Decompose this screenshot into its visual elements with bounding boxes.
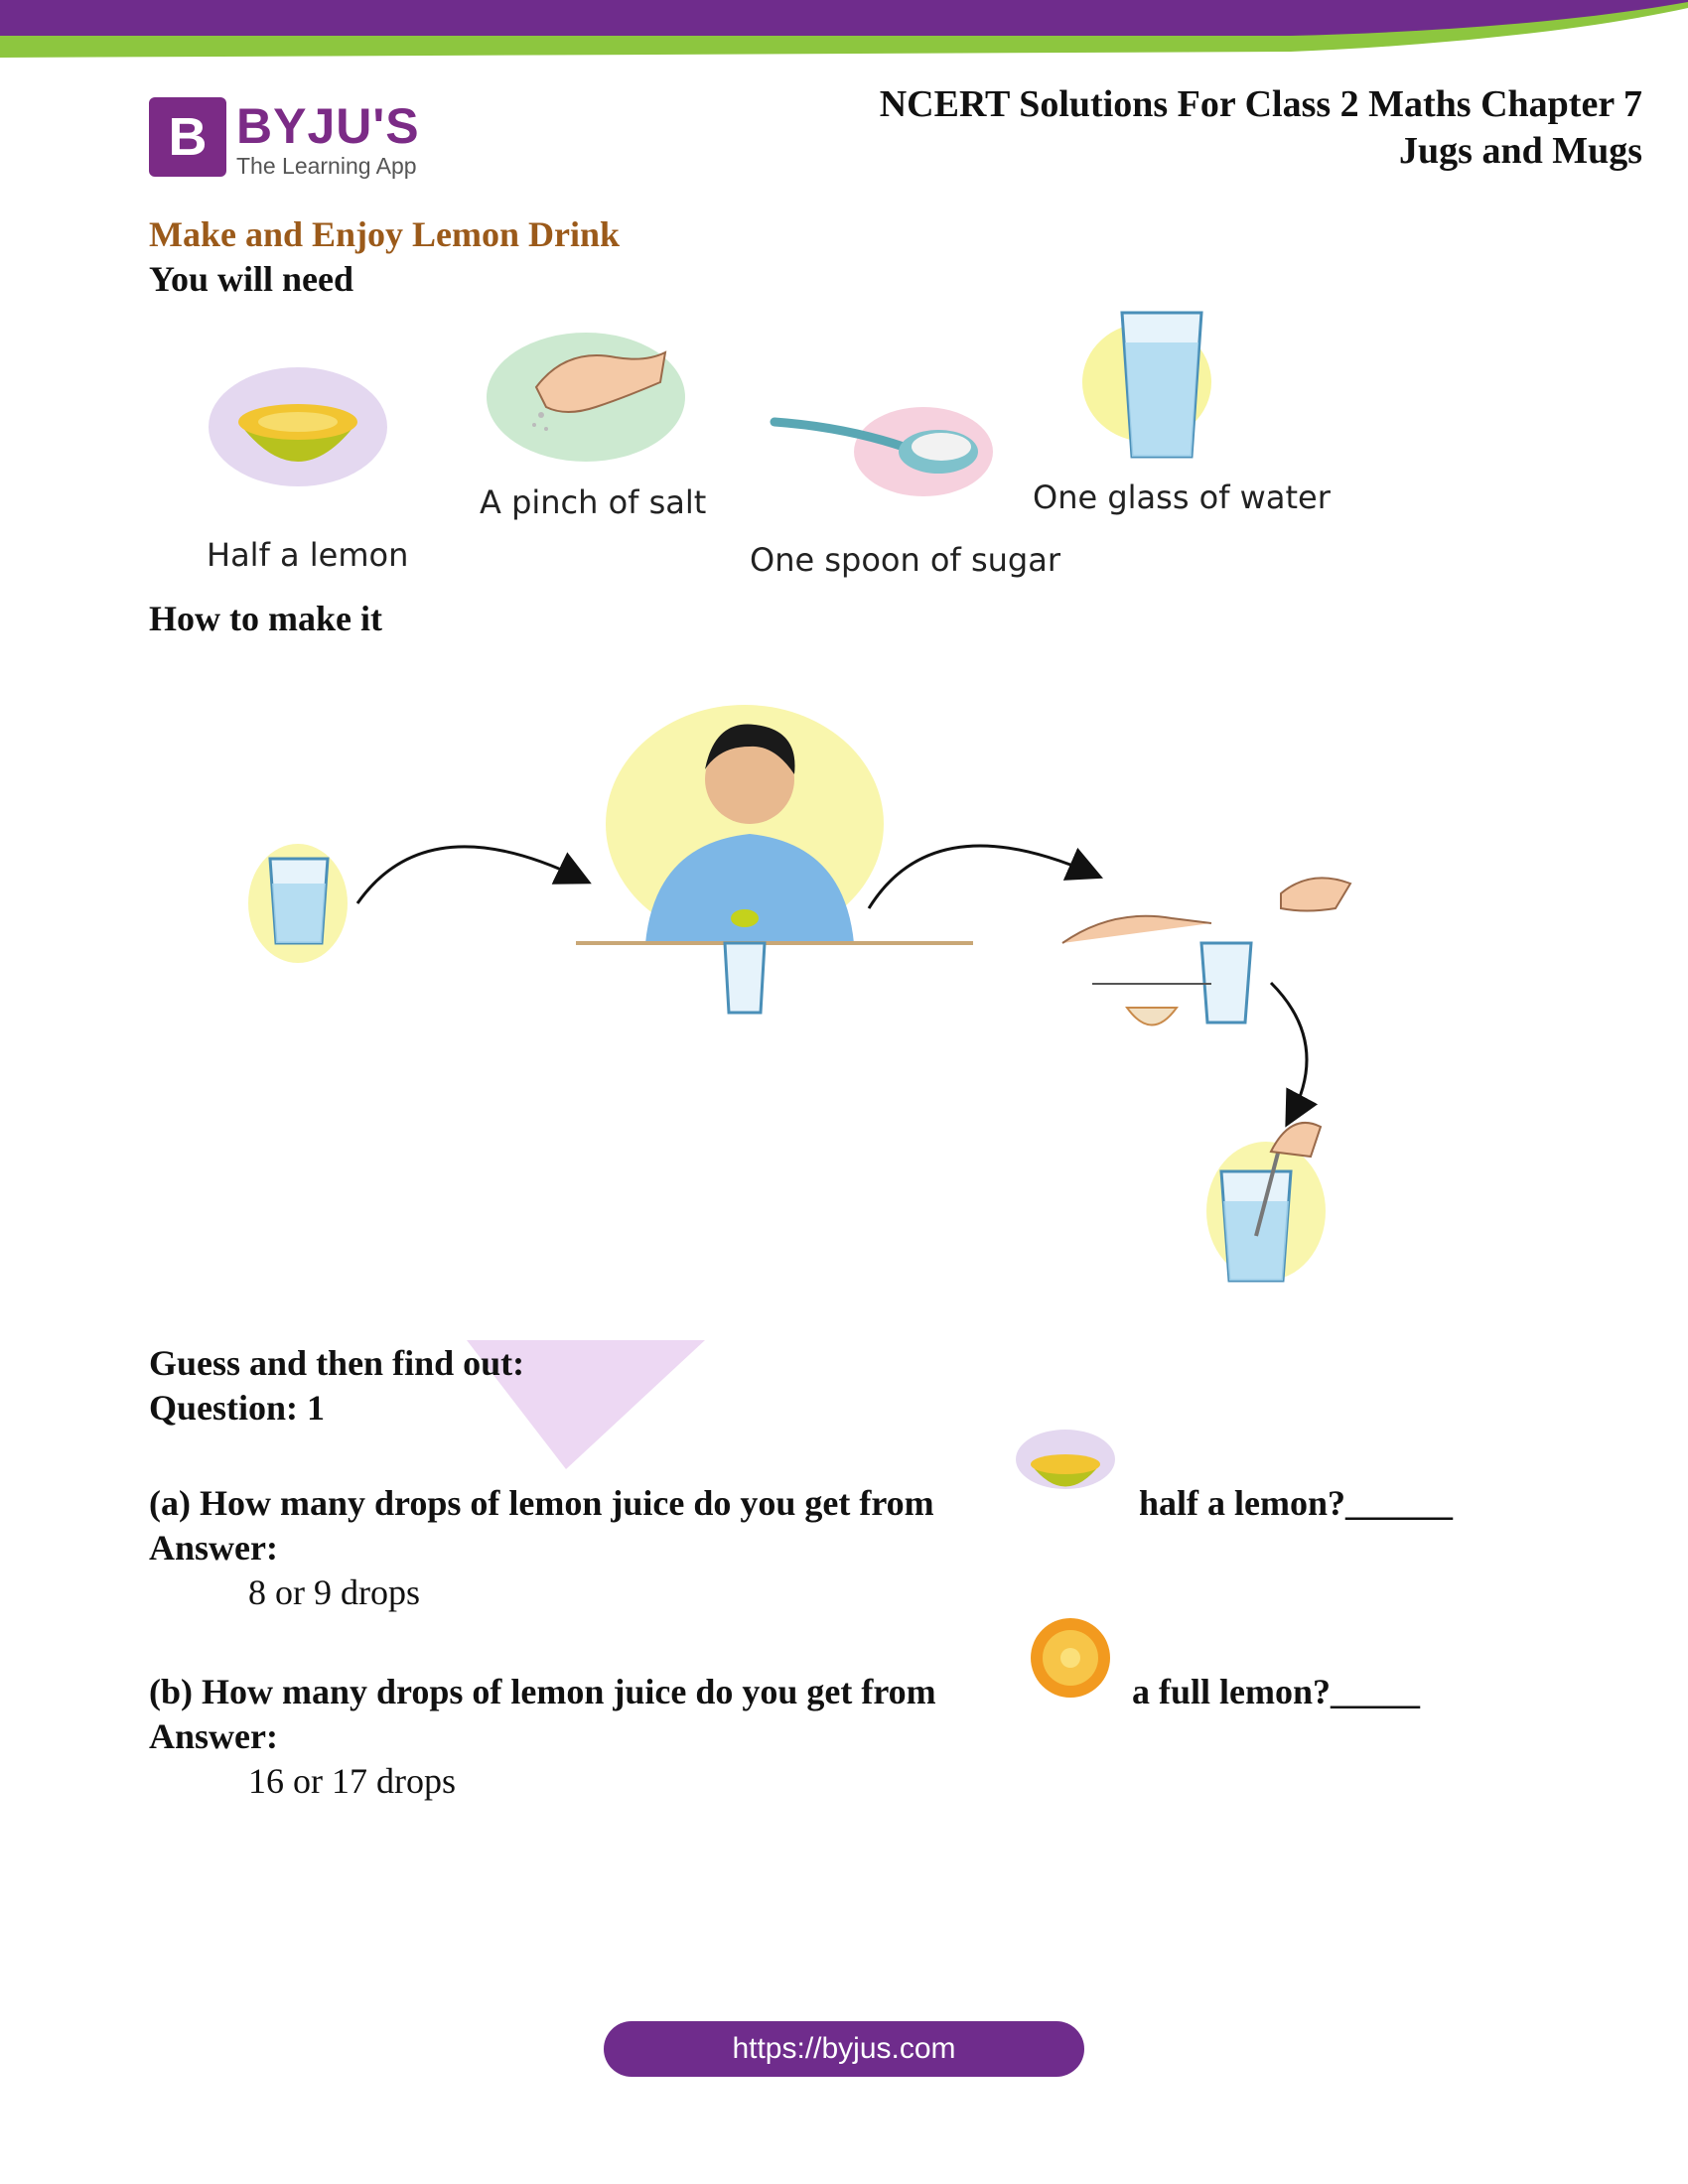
answer-a-label: Answer:	[149, 1528, 278, 1568]
spoon-of-sugar-illustration	[765, 397, 1003, 506]
caption-glass-of-water: One glass of water	[1033, 478, 1331, 516]
logo-brand-name: BYJU'S	[236, 98, 420, 154]
top-banner	[0, 0, 1688, 60]
how-label: How to make it	[149, 599, 382, 638]
logo-mark: B	[149, 97, 226, 177]
question-a: (a) How many drops of lemon juice do you get from	[149, 1483, 934, 1523]
caption-pinch-of-salt: A pinch of salt	[480, 483, 707, 521]
need-label: You will need	[149, 259, 354, 299]
full-lemon-icon	[1026, 1613, 1115, 1703]
question-b: (b) How many drops of lemon juice do you get from	[149, 1672, 936, 1711]
pinch-of-salt-illustration	[477, 308, 695, 477]
answer-b-label: Answer:	[149, 1716, 278, 1756]
logo-tagline: The Learning App	[236, 153, 417, 179]
question-number: Question: 1	[149, 1388, 326, 1428]
guess-intro: Guess and then find out:	[149, 1343, 525, 1383]
document-title	[880, 81, 1642, 175]
caption-half-lemon: Half a lemon	[207, 536, 409, 574]
caption-spoon-of-sugar: One spoon of sugar	[750, 541, 1060, 579]
title-line-2: Jugs and Mugs	[1399, 130, 1642, 172]
question-a-suffix: half a lemon?______	[1139, 1483, 1454, 1523]
glass-of-water-illustration	[1077, 303, 1236, 472]
footer-url-link[interactable]: https://byjus.com	[604, 2021, 1084, 2077]
answer-a: 8 or 9 drops	[248, 1572, 420, 1612]
title-line-1: NCERT Solutions For Class 2 Maths Chapter 7	[879, 83, 1642, 125]
half-lemon-small-icon	[1011, 1425, 1120, 1504]
section-heading: Make and Enjoy Lemon Drink	[149, 214, 621, 254]
question-b-suffix: a full lemon?_____	[1132, 1672, 1421, 1711]
half-lemon-illustration	[199, 352, 397, 501]
byjus-logo	[149, 97, 437, 181]
answer-b: 16 or 17 drops	[248, 1761, 456, 1801]
lemon-drink-process-illustration	[218, 685, 1360, 1320]
